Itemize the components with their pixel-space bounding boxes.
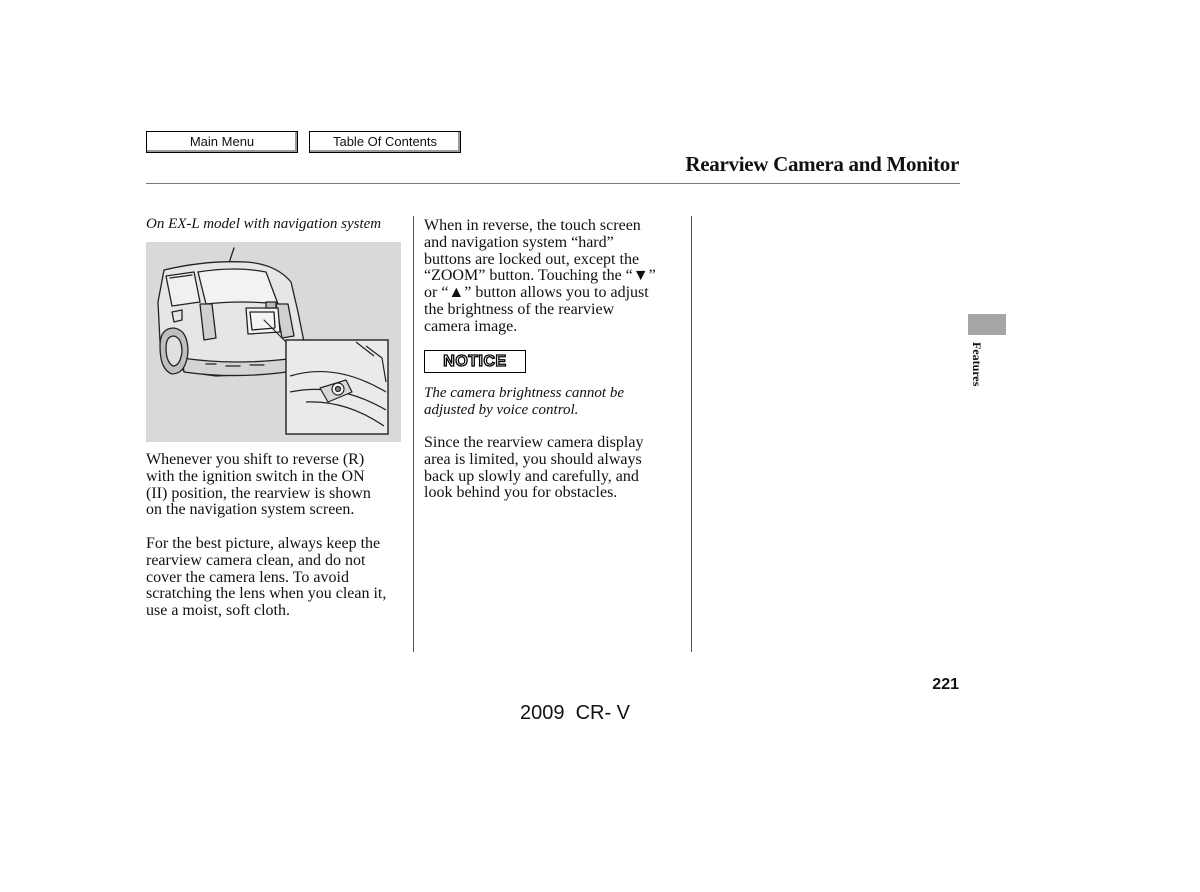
notice-label: NOTICE <box>443 353 507 370</box>
title-divider <box>146 183 960 184</box>
page-title: Rearview Camera and Monitor <box>685 152 959 176</box>
page-number: 221 <box>932 676 959 693</box>
section-tab-marker <box>968 314 1006 335</box>
paragraph-touch-screen-locked: When in reverse, the touch screen and navigation system “hard” buttons are locked out, except the “ZOOM” button. Touching the “▼” or “▲” button allows you to adjust the brightness of the rearview camera image. <box>424 217 656 335</box>
figure-caption: On EX-L model with navigation system <box>146 216 382 232</box>
paragraph-reverse-view: Whenever you shift to reverse (R) with the ignition switch in the ON (II) position, the rearview is shown on the navigation system screen. <box>146 451 371 519</box>
footer-model-name: 2009 CR- V <box>519 702 631 724</box>
footer-model-name-wrapper <box>0 702 1200 725</box>
paragraph-camera-cleaning: For the best picture, always keep the rearview camera clean, and do not cover the camera lens. To avoid scratching the lens when you clean it, use a moist, soft cloth. <box>146 535 387 620</box>
rear-camera-illustration <box>146 242 401 442</box>
notice-text: The camera brightness cannot be adjusted by voice control. <box>424 385 624 418</box>
paragraph-display-limited: Since the rearview camera display area is limited, you should always back up slowly and carefully, and look behind you for obstacles. <box>424 434 644 502</box>
notice-badge <box>424 350 526 373</box>
column-divider-1 <box>413 216 414 652</box>
table-of-contents-button[interactable]: Table Of Contents <box>309 131 461 153</box>
section-tab-label: Features <box>970 342 984 387</box>
main-menu-button[interactable]: Main Menu <box>146 131 298 153</box>
column-divider-2 <box>691 216 692 652</box>
